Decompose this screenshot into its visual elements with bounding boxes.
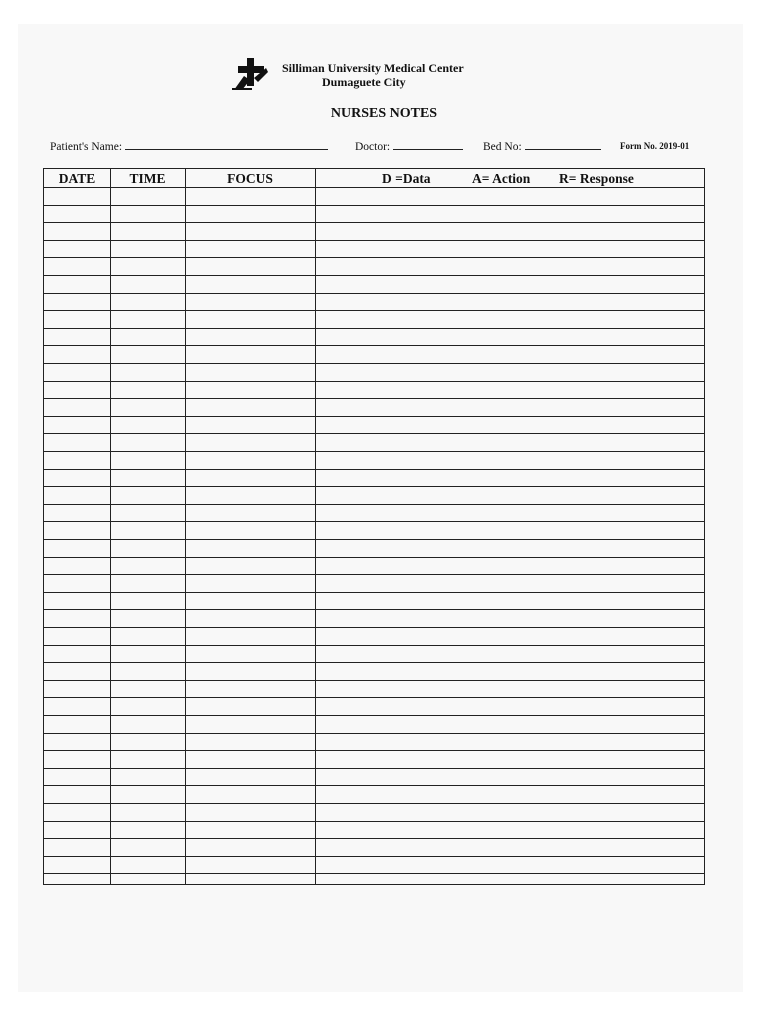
table-row-line (44, 785, 704, 786)
form-number: Form No. 2019-01 (620, 141, 690, 151)
patient-name-field[interactable] (50, 139, 328, 153)
hospital-heading (282, 61, 464, 89)
table-row-line (44, 222, 704, 223)
bed-no-line[interactable] (525, 139, 601, 150)
table-row-line (44, 293, 704, 294)
table-row-line (44, 363, 704, 364)
column-header-response: R= Response (559, 171, 634, 186)
table-row-line (44, 469, 704, 470)
column-header-time: TIME (129, 171, 166, 186)
table-row-line (44, 416, 704, 417)
table-row-line (44, 592, 704, 593)
table-row-line (44, 715, 704, 716)
table-row-line (44, 539, 704, 540)
table-row-line (44, 856, 704, 857)
bed-no-label: Bed No: (483, 141, 522, 153)
doctor-field[interactable] (355, 139, 463, 153)
doctor-label: Doctor: (355, 141, 391, 153)
column-header-data: D =Data (382, 171, 431, 186)
table-row-line (44, 627, 704, 628)
table-row-line (44, 697, 704, 698)
table-row-line (44, 205, 704, 206)
nurses-notes-table (43, 168, 705, 885)
table-row-line (44, 240, 704, 241)
table-row-line (44, 768, 704, 769)
silliman-cross-emblem-icon (230, 56, 270, 92)
table-row-line (44, 328, 704, 329)
time-column-divider (185, 169, 186, 884)
table-row-line (44, 645, 704, 646)
table-row-line (44, 433, 704, 434)
table-row-line (44, 680, 704, 681)
column-header-focus: FOCUS (227, 171, 273, 186)
column-header-action: A= Action (472, 171, 531, 186)
table-row-line (44, 609, 704, 610)
patient-name-label: Patient's Name: (50, 141, 123, 153)
table-row-line (44, 345, 704, 346)
table-row-line (44, 662, 704, 663)
table-row-line (44, 504, 704, 505)
table-row-line (44, 521, 704, 522)
institution-city: Dumaguete City (322, 75, 406, 89)
date-column-divider (110, 169, 111, 884)
institution-name: Silliman University Medical Center (282, 61, 464, 75)
table-row-line (44, 803, 704, 804)
table-row-line (44, 257, 704, 258)
table-row-line (44, 750, 704, 751)
bed-no-field[interactable] (483, 139, 601, 153)
table-row-line (44, 733, 704, 734)
table-row-line (44, 557, 704, 558)
column-header-date: DATE (58, 171, 96, 186)
focus-column-divider (315, 169, 316, 884)
table-row-line (44, 486, 704, 487)
table-row-line (44, 398, 704, 399)
patient-name-line[interactable] (125, 139, 328, 150)
table-header-divider (44, 187, 704, 188)
table-row-line (44, 574, 704, 575)
table-row-line (44, 821, 704, 822)
doctor-line[interactable] (393, 139, 463, 150)
table-row-line (44, 451, 704, 452)
table-row-line (44, 275, 704, 276)
table-row-line (44, 838, 704, 839)
table-row-line (44, 381, 704, 382)
table-row-line (44, 873, 704, 874)
table-row-line (44, 310, 704, 311)
form-title: NURSES NOTES (330, 106, 438, 121)
